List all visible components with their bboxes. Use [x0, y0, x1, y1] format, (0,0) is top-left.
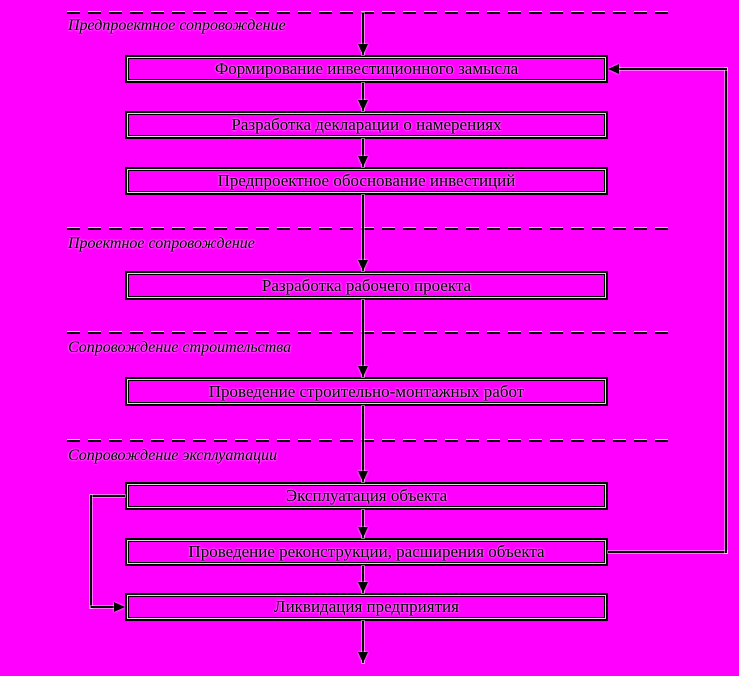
section-label-construction: Сопровождение строительства	[68, 339, 292, 356]
arrowhead-down-icon	[358, 260, 368, 271]
arrowhead-down-icon	[358, 471, 368, 482]
section-label-project: Проектное сопровождение	[68, 235, 255, 252]
arrowhead-down-icon	[358, 156, 368, 167]
flow-box-label: Ликвидация предприятия	[274, 597, 459, 616]
feedback-right-bottom-segment	[608, 551, 727, 553]
phase-separator-4	[67, 440, 672, 442]
arrowhead-left-icon	[608, 64, 619, 74]
flow-box-investment-concept	[125, 55, 608, 83]
section-label-operation: Сопровождение эксплуатации	[68, 447, 278, 464]
bypass-left-vertical-segment	[90, 495, 92, 608]
flow-box-label: Проведение строительно-монтажных работ	[208, 381, 525, 401]
section-label-preproject: Предпроектное сопровождение	[68, 17, 286, 34]
arrowhead-down-icon	[358, 652, 368, 663]
flow-box-label: Разработка рабочего проекта	[261, 275, 472, 295]
arrowhead-down-icon	[358, 44, 368, 55]
flow-box-declaration	[125, 111, 608, 139]
arrowhead-down-icon	[358, 366, 368, 377]
flow-box-reconstruction	[125, 538, 608, 566]
phase-separator-3	[67, 332, 672, 334]
flow-box-label: Предпроектное обоснование инвестиций	[217, 171, 516, 190]
flow-box-object-operation	[125, 482, 608, 510]
arrowhead-down-icon	[358, 527, 368, 538]
flow-box-preproject-justification	[125, 167, 608, 195]
flow-box-label: Проведение реконструкции, расширения объекта	[188, 542, 545, 561]
flow-box-label: Эксплуатация объекта	[285, 486, 448, 505]
bypass-left-top-segment	[91, 495, 125, 497]
arrowhead-down-icon	[358, 100, 368, 111]
arrowhead-down-icon	[358, 582, 368, 593]
phase-separator-1	[67, 12, 672, 14]
flow-box-label: Формирование инвестиционного замысла	[214, 59, 519, 78]
phase-separator-2	[67, 228, 672, 230]
flow-box-construction-works	[125, 377, 608, 406]
bypass-left-bottom-segment	[91, 606, 114, 608]
flow-box-label: Разработка декларации о намерениях	[231, 115, 502, 134]
feedback-right-top-segment	[619, 68, 727, 70]
arrowhead-right-icon	[114, 602, 125, 612]
flow-box-liquidation	[125, 593, 608, 621]
feedback-right-vertical-segment	[725, 68, 727, 553]
flow-box-working-project	[125, 271, 608, 300]
